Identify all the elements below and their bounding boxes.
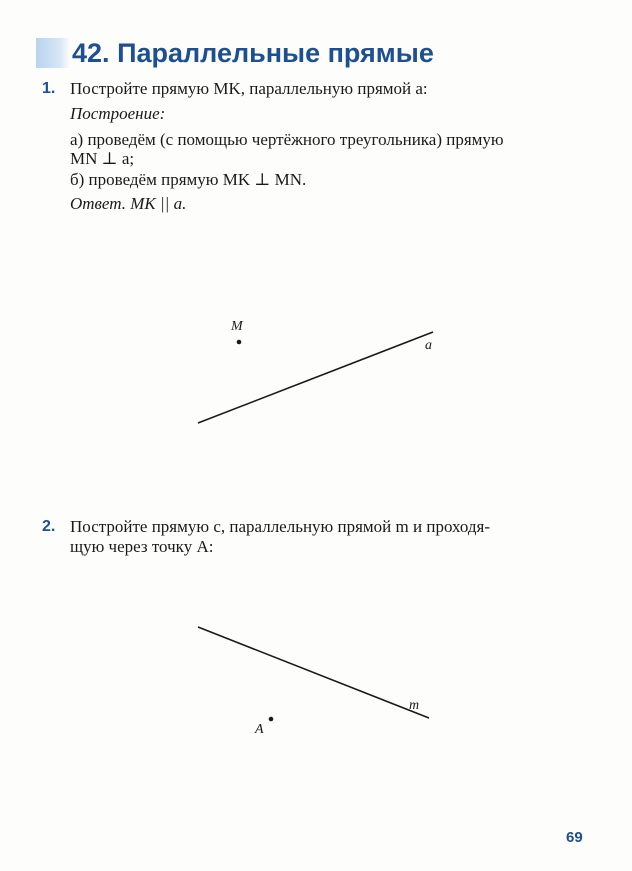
point-m-label: M: [231, 319, 243, 334]
task-1-number: 1.: [42, 80, 56, 97]
line-m-label: m: [409, 698, 420, 713]
task-1-construction-label: Построение:: [70, 104, 166, 123]
task-1-answer: Ответ. MK || a.: [70, 194, 187, 213]
task-1-step-a-line1: а) проведём (с помощью чертёжного треугольника) прямую: [70, 130, 504, 149]
task-2-number: 2.: [42, 518, 56, 535]
task-2-statement-line1: Постройте прямую c, параллельную прямой m и проходя-: [70, 517, 491, 536]
task-1-step-b: б) проведём прямую MK ⊥ MN.: [70, 170, 307, 189]
section-number: 42.: [72, 38, 110, 68]
page-number: 69: [566, 829, 583, 846]
task-1-figure: [198, 319, 433, 423]
task-1-statement: Постройте прямую MK, параллельную прямой a:: [70, 79, 428, 98]
point-m: [237, 340, 242, 345]
task-2-statement-line2: щую через точку A:: [70, 537, 214, 556]
point-a: [269, 717, 274, 722]
task-2-figure: [198, 627, 429, 737]
line-a-label: a: [425, 338, 432, 353]
line-a: [198, 332, 433, 423]
task-1-step-a-line2: MN ⊥ a;: [70, 149, 135, 168]
point-a-label: A: [255, 722, 264, 737]
section-title-text: Параллельные прямые: [117, 38, 434, 68]
line-m: [198, 627, 429, 718]
